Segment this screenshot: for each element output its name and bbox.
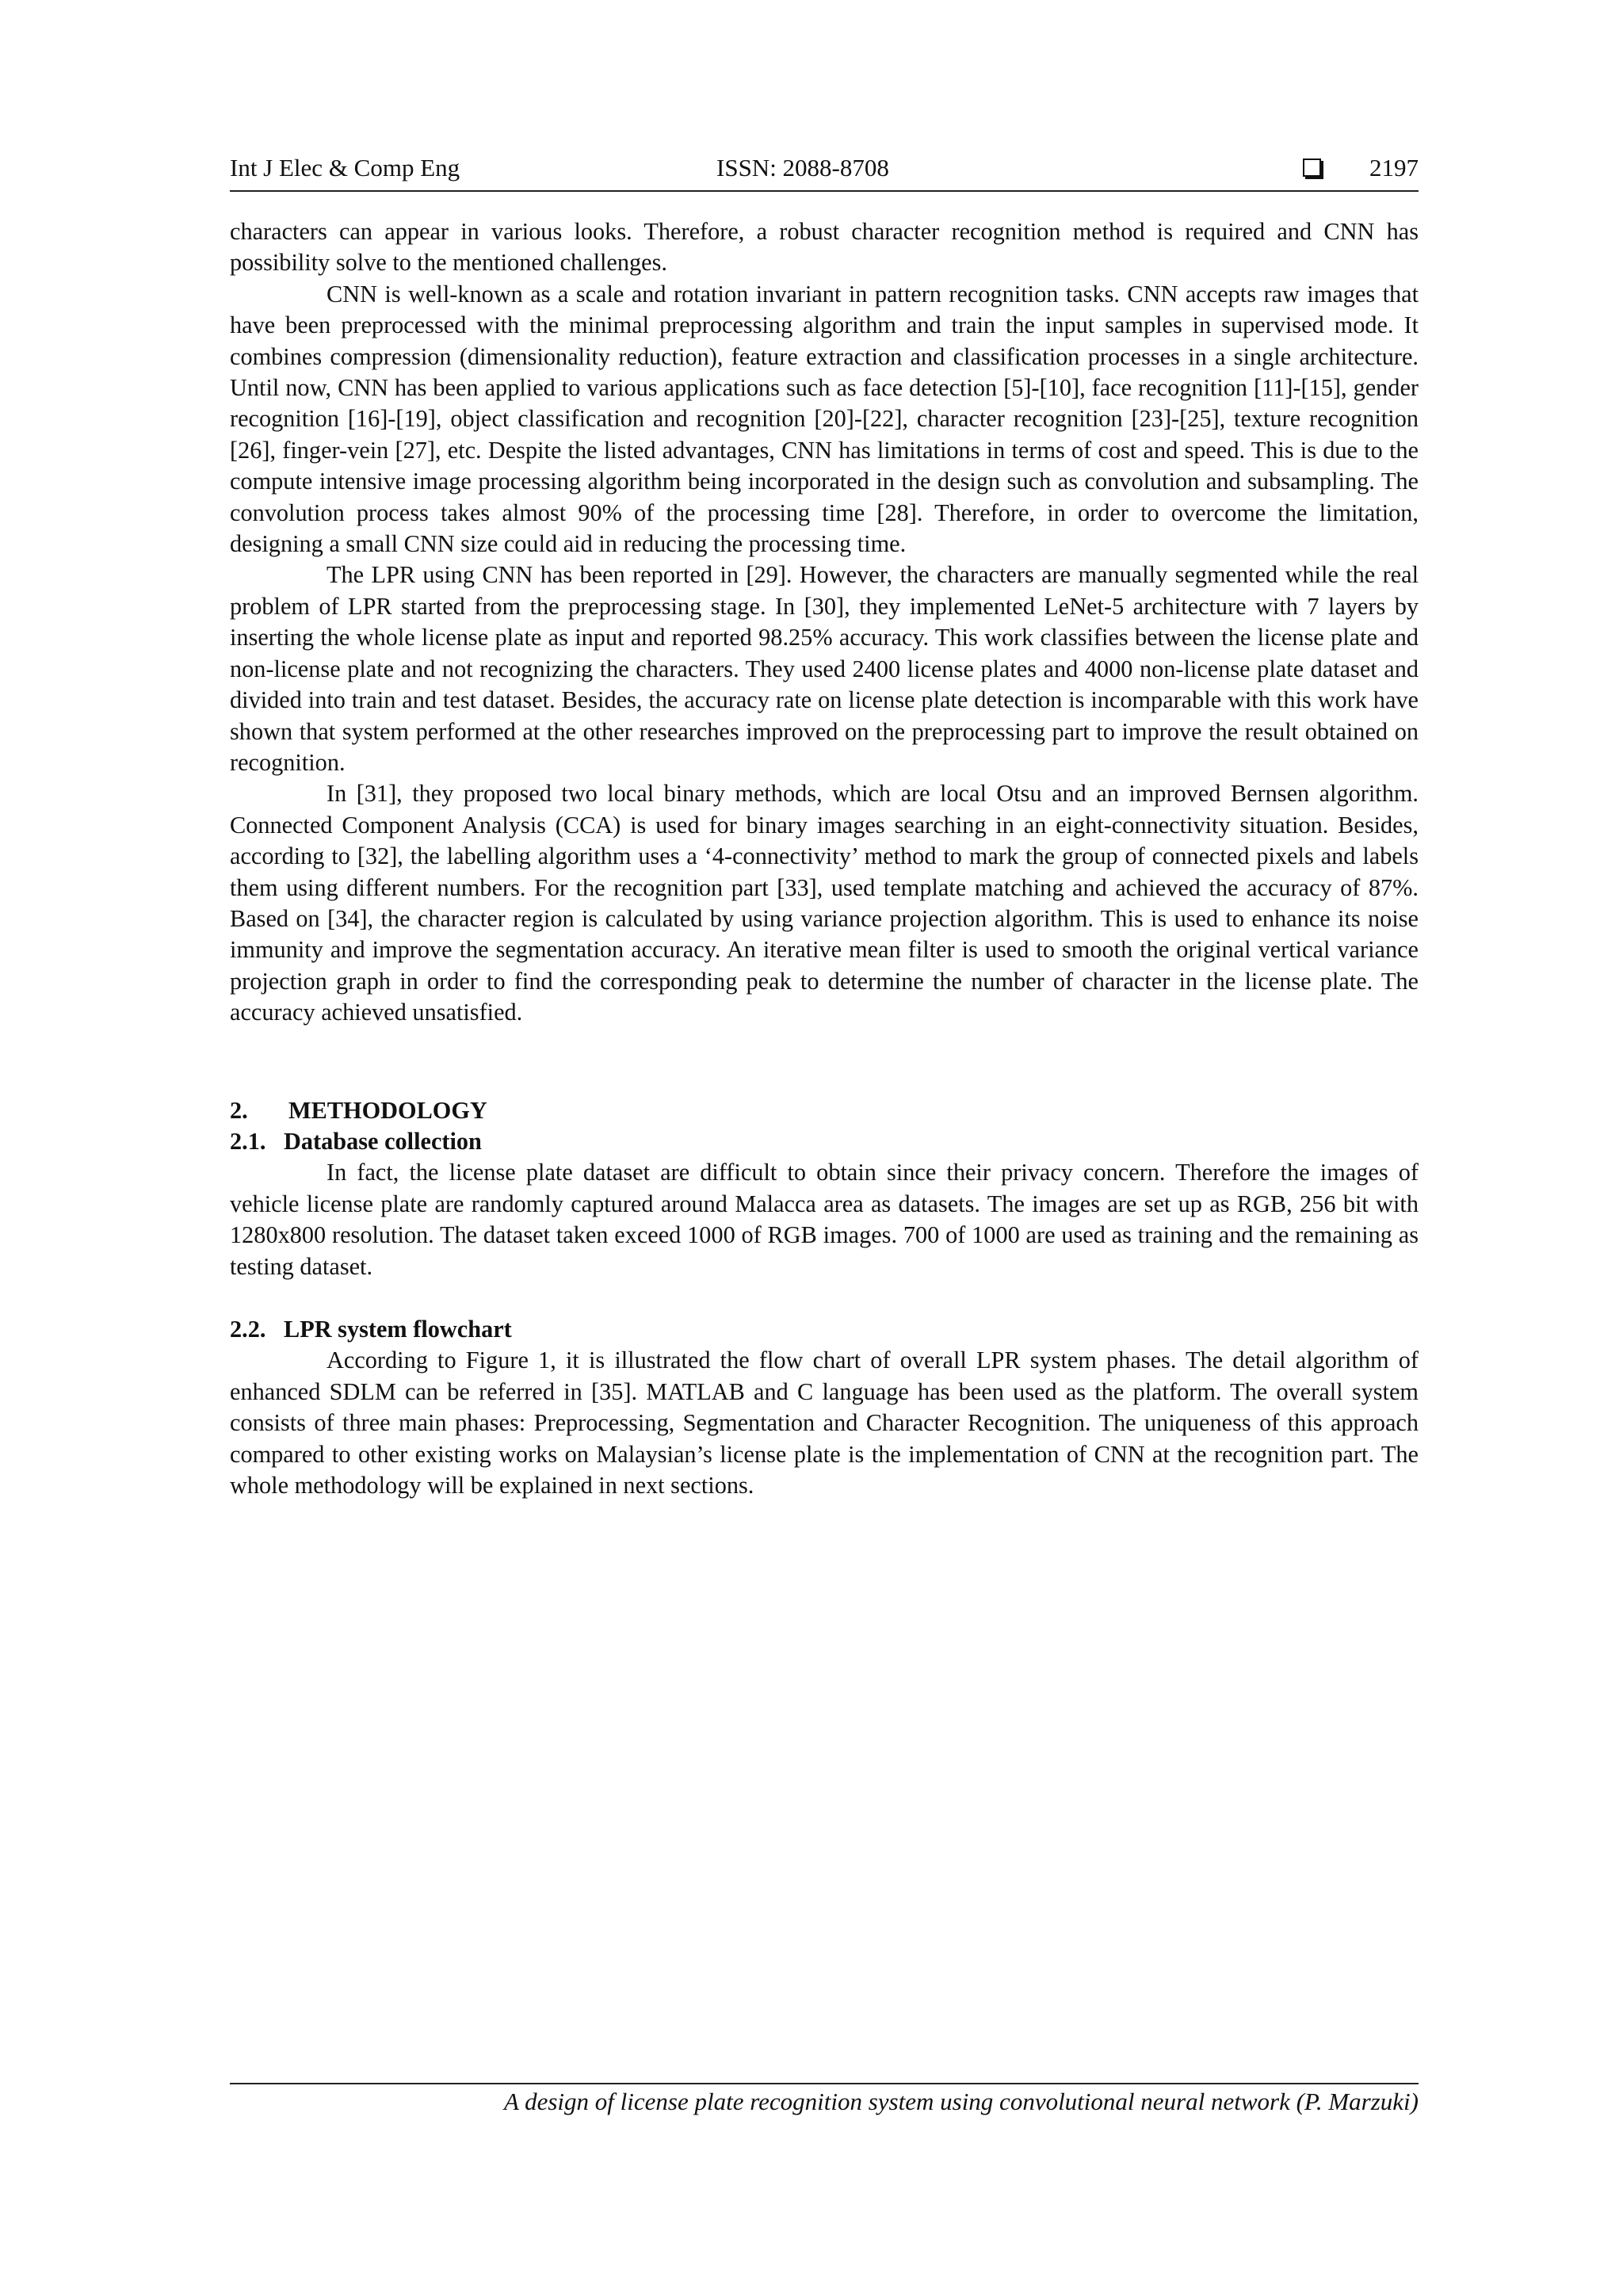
page-number: 2197 [1369, 154, 1419, 181]
issn-label: ISSN: 2088-8708 [716, 154, 889, 181]
paragraph-1: characters can appear in various looks. Therefore, a robust character recognition method is required and CNN has possibility solve to the mentioned challenges. [230, 218, 1419, 277]
paragraph-4: In [31], they proposed two local binary methods, which are local Otsu and an improved Bernsen algorithm. Connected Component Analysis (CCA) is used for binary images searching in an eight-connectivity situation. Besides, according to [32], the labelling algorithm uses a ‘4-connectivity’ method to mark the group of connected pixels and labels them using different numbers. For the recognition part [33], used template matching and achieved the accuracy of 87%. Based on [34], the character region is calculated by using variance projection algorithm. This is used to enhance its noise immunity and improve the segmentation accuracy. An iterative mean filter is used to smooth the original vertical variance projection graph in order to find the corresponding peak to determine the number of character in the license plate. The accuracy achieved unsatisfied. [230, 780, 1419, 1026]
paragraph-2: CNN is well-known as a scale and rotation invariant in pattern recognition tasks. CNN accepts raw images that have been preprocessed with the minimal preprocessing algorithm and train the input samples in supervised mode. It combines compression (dimensionality reduction), feature extraction and classification processes in a single architecture. Until now, CNN has been applied to various applications such as face detection [5]-[10], face recognition [11]-[15], gender recognition [16]-[19], object classification and recognition [20]-[22], character recognition [23]-[25], texture recognition [26], finger-vein [27], etc. Despite the listed advantages, CNN has limitations in terms of cost and speed. This is due to the compute intensive image processing algorithm being incorporated in the design such as convolution and subsampling. The convolution process takes almost 90% of the processing time [28]. Therefore, in order to overcome the limitation, designing a small CNN size could aid in reducing the processing time. [230, 280, 1419, 558]
subsection-number: 2.2. [230, 1316, 266, 1343]
section-title: METHODOLOGY [288, 1096, 487, 1124]
page-header [230, 152, 1419, 192]
paragraph-3: The LPR using CNN has been reported in [29]. However, the characters are manually segmented while the real problem of LPR started from the preprocessing stage. In [30], they implemented LeNet-5 architecture with 7 layers by inserting the whole license plate as input and reported 98.25% accuracy. This work classifies between the license plate and non-license plate and not recognizing the characters. They used 2400 license plates and 4000 non-license plate dataset and divided into train and test dataset. Besides, the accuracy rate on license plate detection is incomparable with this work have shown that system performed at the other researches improved on the preprocessing part to improve the result obtained on recognition. [230, 561, 1419, 776]
paragraph-flowchart: According to Figure 1, it is illustrated the flow chart of overall LPR system phases. The detail algorithm of enhanced SDLM can be referred in [35]. MATLAB and C language has been used as the platform. The overall system consists of three main phases: Preprocessing, Segmentation and Character Recognition. The uniqueness of this approach compared to other existing works on Malaysian’s license plate is the implementation of CNN at the recognition part. The whole methodology will be explained in next sections. [230, 1347, 1419, 1499]
subsection-title: Database collection [284, 1127, 482, 1155]
subsection-number: 2.1. [230, 1127, 266, 1155]
subsection-heading-flowchart [230, 1314, 1419, 1345]
checkbox-square-icon [1303, 159, 1321, 177]
page-footer: A design of license plate recognition system using convolutional neural network (P. Marzuki) [230, 2083, 1419, 2116]
paper-page [230, 0, 1419, 2296]
body-text [230, 216, 1419, 1501]
section-heading-methodology [230, 1095, 1419, 1126]
subsection-heading-database [230, 1126, 1419, 1157]
section-number: 2. [230, 1096, 248, 1124]
paragraph-database: In fact, the license plate dataset are difficult to obtain since their privacy concern. Therefore the images of vehicle license plate are randomly captured around Malacca area as datasets. The images are set up as RGB, 256 bit with 1280x800 resolution. The dataset taken exceed 1000 of RGB images. 700 of 1000 are used as training and the remaining as testing dataset. [230, 1159, 1419, 1280]
subsection-title: LPR system flowchart [284, 1316, 512, 1343]
journal-name: Int J Elec & Comp Eng [230, 154, 460, 181]
